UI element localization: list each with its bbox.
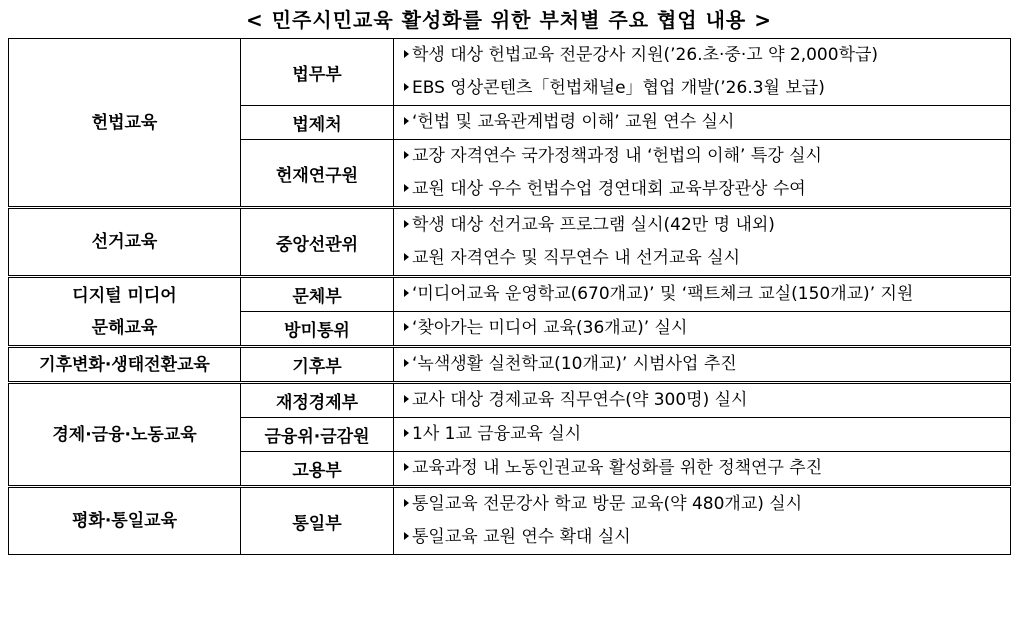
bullet-icon — [404, 499, 409, 507]
category-label: 선거교육 — [91, 232, 158, 252]
list-item — [404, 72, 1010, 105]
list-item — [404, 452, 1010, 485]
department-cell — [241, 383, 394, 418]
category-cell — [9, 347, 241, 383]
bullet-icon — [404, 429, 409, 437]
department-cell — [241, 140, 394, 208]
content-cell — [394, 418, 1011, 452]
item-text: 통일교육 교원 연수 확대 실시 — [412, 527, 631, 547]
bullet-icon — [404, 289, 409, 297]
table-row — [9, 277, 1011, 312]
content-cell — [394, 312, 1011, 347]
department-cell — [241, 347, 394, 383]
department-label: 문체부 — [292, 287, 342, 307]
list-item — [404, 140, 1010, 173]
bullet-icon — [404, 463, 409, 471]
category-label: 디지털 미디어 — [72, 285, 177, 306]
table-row — [9, 208, 1011, 277]
department-cell — [241, 277, 394, 312]
bullet-icon — [404, 395, 409, 403]
bullet-icon — [404, 359, 409, 367]
department-cell — [241, 312, 394, 347]
content-cell — [394, 487, 1011, 555]
item-text: 교장 자격연수 국가정책과정 내 ‘헌법의 이해’ 특강 실시 — [412, 146, 822, 166]
department-label: 중앙선관위 — [275, 234, 359, 255]
table-row — [9, 347, 1011, 383]
bullet-icon — [404, 83, 409, 91]
department-cell — [241, 452, 394, 487]
collaboration-table — [8, 38, 1011, 555]
category-cell — [9, 39, 241, 208]
department-label: 헌재연구원 — [275, 165, 359, 186]
content-cell — [394, 208, 1011, 277]
bullet-icon — [404, 323, 409, 331]
list-item — [404, 278, 1010, 311]
category-cell — [9, 383, 241, 487]
item-text: 학생 대상 헌법교육 전문강사 지원(’26.초·중·고 약 2,000학급) — [412, 45, 879, 65]
list-item — [404, 242, 1010, 275]
item-text: 교원 자격연수 및 직무연수 내 선거교육 실시 — [412, 248, 741, 268]
table-row — [9, 487, 1011, 555]
department-label: 기후부 — [292, 357, 342, 377]
bullet-icon — [404, 151, 409, 159]
bullet-icon — [404, 532, 409, 540]
category-cell — [9, 277, 241, 347]
department-cell — [241, 208, 394, 277]
item-text: ‘녹색생활 실천학교(10개교)’ 시범사업 추진 — [412, 354, 737, 374]
list-item — [404, 348, 1010, 381]
category-label: 경제·금융·노동교육 — [52, 424, 197, 445]
bullet-icon — [404, 184, 409, 192]
item-text: ‘미디어교육 운영학교(670개교)’ 및 ‘팩트체크 교실(150개교)’ 지원 — [412, 284, 914, 304]
category-label: 기후변화·생태전환교육 — [39, 354, 210, 375]
category-label: 평화·통일교육 — [72, 511, 177, 531]
list-item — [404, 39, 1010, 72]
category-label: 문해교육 — [91, 317, 158, 338]
bullet-icon — [404, 220, 409, 228]
category-cell — [9, 208, 241, 277]
department-label: 법무부 — [292, 64, 342, 85]
list-item — [404, 209, 1010, 242]
item-text: ‘찾아가는 미디어 교육(36개교)’ 실시 — [412, 318, 688, 338]
category-cell — [9, 487, 241, 555]
item-text: 1사 1교 금융교육 실시 — [412, 424, 582, 444]
content-cell — [394, 39, 1011, 106]
department-label: 금융위·금감원 — [264, 427, 370, 447]
list-item — [404, 488, 1010, 521]
bullet-icon — [404, 50, 409, 58]
item-text: 학생 대상 선거교육 프로그램 실시(42만 명 내외) — [412, 215, 775, 235]
bullet-icon — [404, 117, 409, 125]
department-label: 재정경제부 — [275, 393, 359, 413]
content-cell — [394, 452, 1011, 487]
department-label: 통일부 — [292, 513, 342, 534]
item-text: 교원 대상 우수 헌법수업 경연대회 교육부장관상 수여 — [412, 179, 806, 199]
item-text: 통일교육 전문강사 학교 방문 교육(약 480개교) 실시 — [412, 494, 803, 514]
item-text: ‘헌법 및 교육관계법령 이해’ 교원 연수 실시 — [412, 112, 735, 132]
list-item — [404, 312, 1010, 345]
table-row — [9, 383, 1011, 418]
table-row — [9, 39, 1011, 106]
category-label: 헌법교육 — [91, 112, 158, 133]
item-text: 교사 대상 경제교육 직무연수(약 300명) 실시 — [412, 390, 748, 410]
content-cell — [394, 140, 1011, 208]
department-cell — [241, 487, 394, 555]
content-cell — [394, 106, 1011, 140]
table-title: < 민주시민교육 활성화를 위한 부처별 주요 협업 내용 > — [246, 8, 772, 32]
list-item — [404, 384, 1010, 417]
department-label: 방미통위 — [284, 321, 350, 341]
content-cell — [394, 347, 1011, 383]
item-text: EBS 영상콘텐츠「헌법채널e」협업 개발(’26.3월 보급) — [412, 78, 825, 98]
department-cell — [241, 418, 394, 452]
list-item — [404, 521, 1010, 554]
list-item — [404, 106, 1010, 139]
department-label: 고용부 — [292, 461, 342, 481]
content-cell — [394, 383, 1011, 418]
bullet-icon — [404, 253, 409, 261]
department-cell — [241, 106, 394, 140]
item-text: 교육과정 내 노동인권교육 활성화를 위한 정책연구 추진 — [412, 458, 823, 478]
content-cell — [394, 277, 1011, 312]
department-label: 법제처 — [292, 115, 342, 135]
department-cell — [241, 39, 394, 106]
list-item — [404, 173, 1010, 206]
list-item — [404, 418, 1010, 451]
